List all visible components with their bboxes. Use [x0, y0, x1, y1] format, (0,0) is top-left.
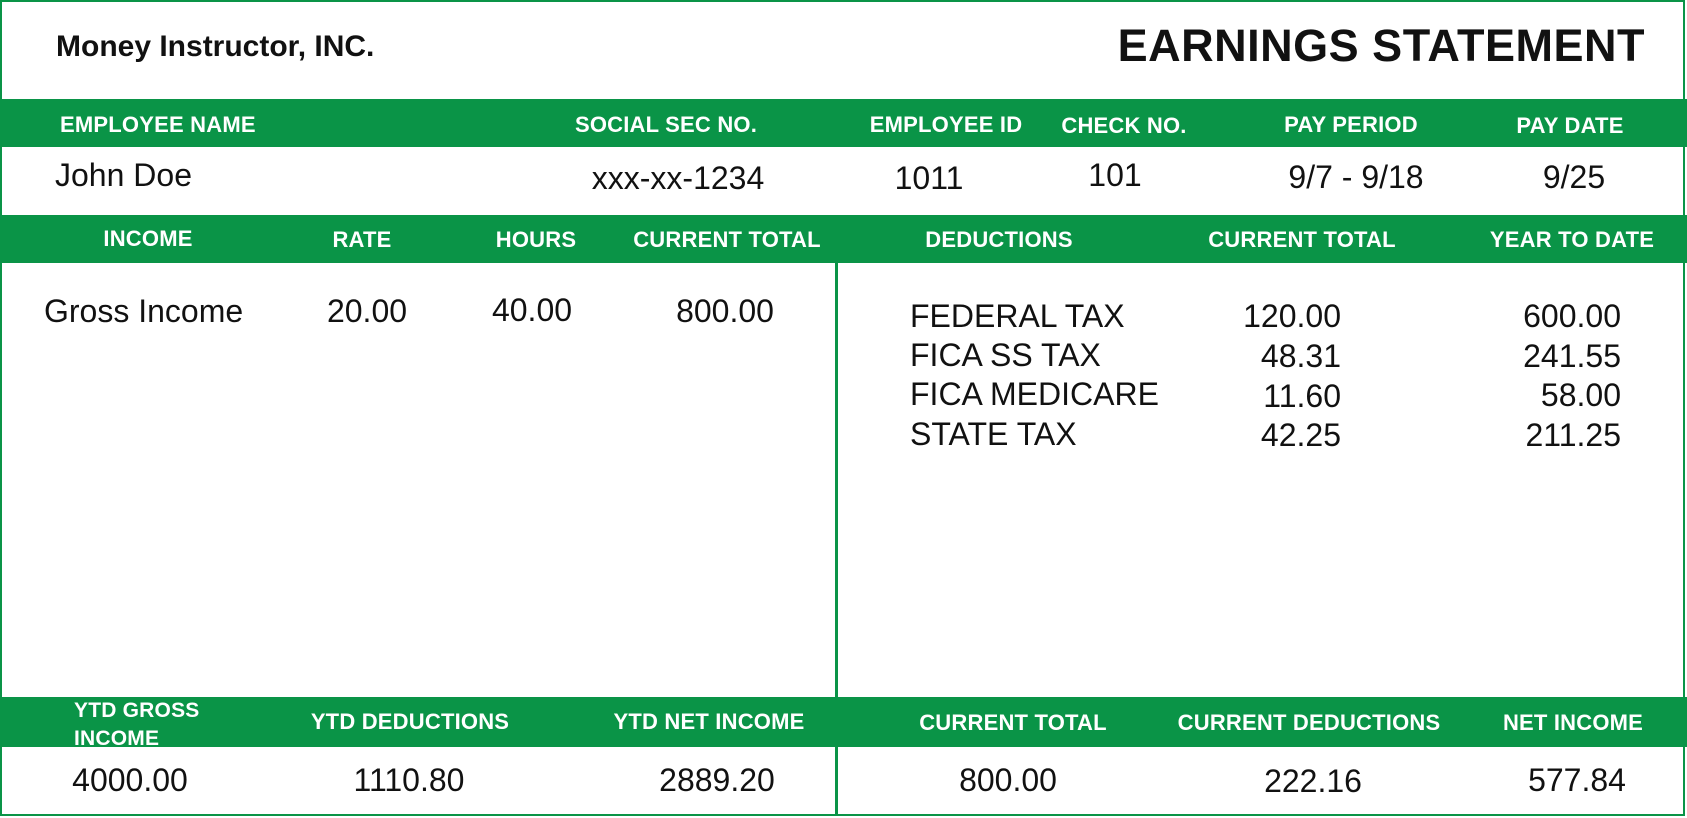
ytd-deductions-header: YTD DEDUCTIONS	[310, 709, 510, 734]
ytd-net-income-value: 2889.20	[659, 762, 775, 798]
income-current-total-header: CURRENT TOTAL	[633, 227, 821, 252]
income-header: INCOME	[103, 226, 193, 251]
deductions-header: DEDUCTIONS	[925, 227, 1073, 252]
income-label: Gross Income	[44, 293, 244, 329]
pay-date-header: PAY DATE	[1516, 113, 1624, 138]
deduction-current: 42.25	[1260, 417, 1341, 453]
deduction-current: 48.31	[1260, 338, 1341, 374]
deduction-label: FICA SS TAX	[910, 337, 1101, 373]
rate-header: RATE	[332, 227, 392, 252]
check-no-header: CHECK NO.	[1061, 113, 1187, 138]
income-total: 800.00	[676, 293, 774, 329]
deduction-ytd: 241.55	[1523, 338, 1621, 374]
column-divider	[835, 263, 838, 697]
company-name: Money Instructor, INC.	[56, 30, 375, 63]
ytd-deductions-value: 1110.80	[353, 762, 465, 798]
ssn-header: SOCIAL SEC NO.	[574, 112, 758, 137]
ytd-gross-value: 4000.00	[72, 762, 188, 798]
income-deductions-header-band	[0, 215, 1687, 263]
ytd-gross-header-line2: INCOME	[74, 727, 160, 750]
employee-name: John Doe	[55, 157, 192, 193]
summary-divider	[835, 746, 838, 816]
deduction-label: FICA MEDICARE	[910, 376, 1159, 412]
summary-current-total-header: CURRENT TOTAL	[919, 710, 1107, 735]
deduction-current: 11.60	[1263, 378, 1341, 414]
deduction-current: 120.00	[1243, 298, 1341, 334]
deduction-label: STATE TAX	[910, 416, 1077, 452]
employee-id-header: EMPLOYEE ID	[869, 112, 1023, 137]
deduction-ytd: 211.25	[1525, 417, 1621, 453]
income-hours: 40.00	[491, 292, 573, 328]
income-rate: 20.00	[326, 293, 408, 329]
net-income-header: NET INCOME	[1502, 710, 1644, 735]
ytd-gross-header-line1: YTD GROSS	[74, 699, 200, 722]
current-total-value: 800.00	[959, 762, 1057, 798]
pay-date: 9/25	[1542, 159, 1606, 195]
deduction-label: FEDERAL TAX	[910, 298, 1125, 334]
current-deductions-value: 222.16	[1264, 763, 1362, 799]
deductions-current-total-header: CURRENT TOTAL	[1208, 227, 1396, 252]
net-income-value: 577.84	[1528, 762, 1626, 798]
ytd-header: YEAR TO DATE	[1489, 227, 1655, 252]
statement-title: EARNINGS STATEMENT	[1117, 20, 1645, 71]
hours-header: HOURS	[495, 227, 577, 252]
deduction-ytd: 600.00	[1523, 298, 1621, 334]
employee-name-header: EMPLOYEE NAME	[60, 112, 256, 137]
ytd-net-income-header: YTD NET INCOME	[613, 709, 805, 734]
employee-ssn: xxx-xx-1234	[591, 160, 765, 196]
ytd-gross-header	[74, 697, 199, 753]
pay-period: 9/7 - 9/18	[1288, 159, 1424, 195]
employee-id: 1011	[894, 160, 964, 196]
current-deductions-header: CURRENT DEDUCTIONS	[1177, 710, 1441, 735]
check-number: 101	[1088, 157, 1142, 193]
pay-period-header: PAY PERIOD	[1284, 112, 1418, 137]
deduction-ytd: 58.00	[1540, 377, 1621, 413]
